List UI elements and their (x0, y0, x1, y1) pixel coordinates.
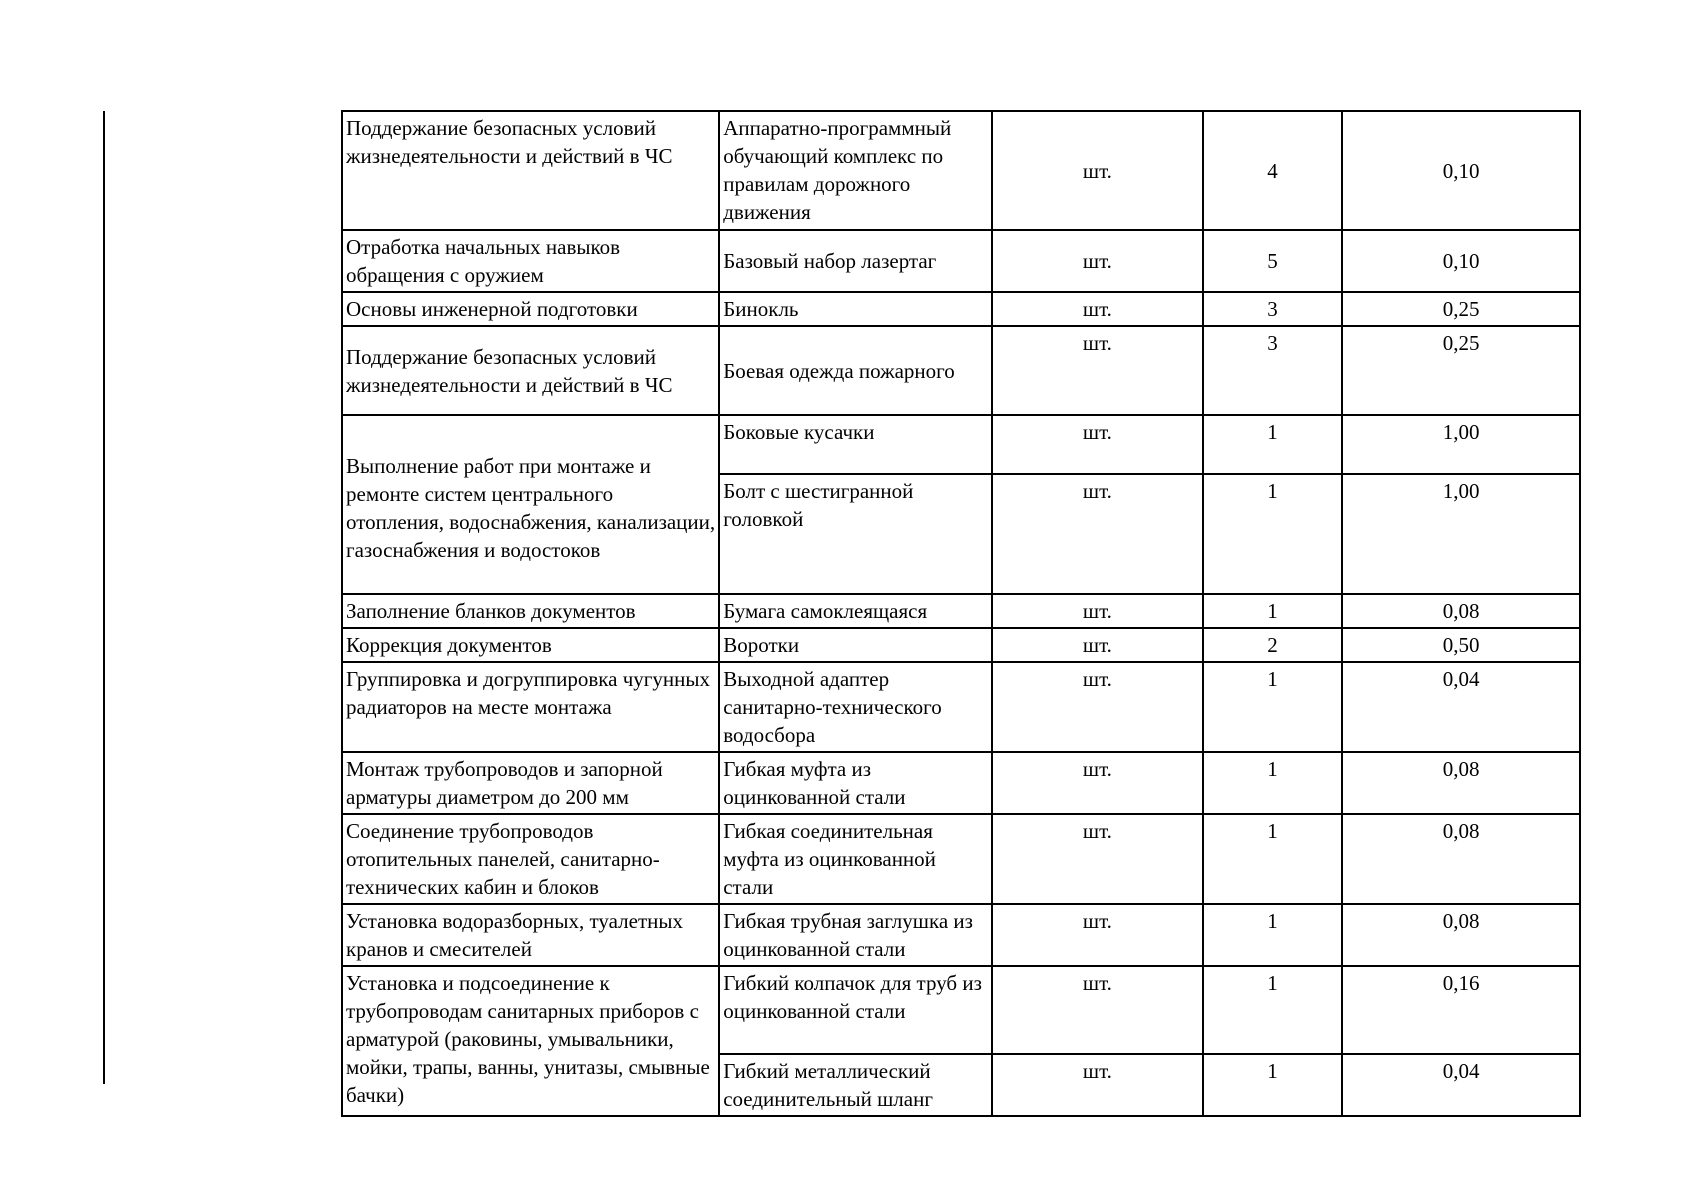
ratio-cell: 0,10 (1342, 230, 1580, 292)
table-row (342, 662, 1580, 752)
table-row (342, 628, 1580, 662)
discipline-cell: Отработка начальных навыков обращения с оружием (342, 230, 719, 292)
quantity-cell: 1 (1203, 594, 1342, 628)
discipline-cell: Основы инженерной подготовки (342, 292, 719, 326)
table-row (342, 814, 1580, 904)
ratio-cell: 0,10 (1342, 111, 1580, 230)
discipline-text: Выполнение работ при монтаже и ремонте систем центрального отопления, водоснабжения, канализации, газоснабжения и водостоков (346, 454, 716, 562)
item-name-cell: Воротки (719, 628, 992, 662)
ratio-cell: 1,00 (1342, 415, 1580, 474)
item-name-cell: Гибкий металлический соединительный шланг (719, 1054, 992, 1116)
discipline-cell: Поддержание безопасных условий жизнедеятельности и действий в ЧС (342, 111, 719, 230)
unit-cell: шт. (992, 230, 1203, 292)
unit-cell: шт. (992, 662, 1203, 752)
discipline-cell: Коррекция документов (342, 628, 719, 662)
item-name-cell: Гибкий колпачок для труб из оцинкованной стали (719, 966, 992, 1054)
quantity-cell: 1 (1203, 752, 1342, 814)
discipline-cell: Установка и подсоединение к трубопроводам санитарных приборов с арматурой (раковины, умывальники, мойки, трапы, ванны, унитазы, смывные бачки) (342, 966, 719, 1116)
unit-cell: шт. (992, 111, 1203, 230)
discipline-cell: Заполнение бланков документов (342, 594, 719, 628)
quantity-cell: 3 (1203, 326, 1342, 415)
unit-cell: шт. (992, 326, 1203, 415)
discipline-cell: Поддержание безопасных условий жизнедеятельности и действий в ЧС (342, 326, 719, 415)
quantity-cell: 1 (1203, 662, 1342, 752)
unit-cell: шт. (992, 415, 1203, 474)
ratio-cell: 0,25 (1342, 292, 1580, 326)
item-name-cell: Гибкая соединительная муфта из оцинкованной стали (719, 814, 992, 904)
page-margin-line (103, 111, 105, 1084)
ratio-cell: 0,25 (1342, 326, 1580, 415)
item-name-cell: Бумага самоклеящаяся (719, 594, 992, 628)
quantity-cell: 1 (1203, 415, 1342, 474)
discipline-cell (342, 415, 719, 594)
item-name-cell: Боевая одежда пожарного (719, 326, 992, 415)
unit-cell: шт. (992, 628, 1203, 662)
ratio-cell: 0,08 (1342, 752, 1580, 814)
ratio-cell: 0,16 (1342, 966, 1580, 1054)
unit-cell: шт. (992, 904, 1203, 966)
table-row (342, 904, 1580, 966)
unit-cell: шт. (992, 1054, 1203, 1116)
quantity-cell: 3 (1203, 292, 1342, 326)
equipment-table (341, 110, 1581, 1117)
discipline-cell: Монтаж трубопроводов и запорной арматуры диаметром до 200 мм (342, 752, 719, 814)
item-name-cell: Аппаратно-программный обучающий комплекс по правилам дорожного движения (719, 111, 992, 230)
table-row (342, 292, 1580, 326)
item-name-cell: Гибкая трубная заглушка из оцинкованной стали (719, 904, 992, 966)
unit-cell: шт. (992, 752, 1203, 814)
table-row (342, 966, 1580, 1054)
ratio-cell: 0,50 (1342, 628, 1580, 662)
table-row (342, 752, 1580, 814)
item-name-cell: Базовый набор лазертаг (719, 230, 992, 292)
unit-cell: шт. (992, 474, 1203, 594)
quantity-cell: 4 (1203, 111, 1342, 230)
ratio-cell: 0,04 (1342, 1054, 1580, 1116)
table-row (342, 326, 1580, 415)
quantity-cell: 2 (1203, 628, 1342, 662)
unit-cell: шт. (992, 292, 1203, 326)
unit-cell: шт. (992, 814, 1203, 904)
item-name-cell: Бинокль (719, 292, 992, 326)
quantity-cell: 1 (1203, 966, 1342, 1054)
unit-cell: шт. (992, 966, 1203, 1054)
quantity-cell: 5 (1203, 230, 1342, 292)
item-name-cell: Болт с шестигранной головкой (719, 474, 992, 594)
item-name-cell: Гибкая муфта из оцинкованной стали (719, 752, 992, 814)
quantity-cell: 1 (1203, 814, 1342, 904)
ratio-cell: 1,00 (1342, 474, 1580, 594)
table-row (342, 111, 1580, 230)
ratio-cell: 0,08 (1342, 594, 1580, 628)
discipline-cell: Соединение трубопроводов отопительных панелей, санитарно-технических кабин и блоков (342, 814, 719, 904)
item-name-cell: Выходной адаптер санитарно-технического водосбора (719, 662, 992, 752)
ratio-cell: 0,08 (1342, 814, 1580, 904)
item-name-cell: Боковые кусачки (719, 415, 992, 474)
discipline-cell: Группировка и догруппировка чугунных радиаторов на месте монтажа (342, 662, 719, 752)
quantity-cell: 1 (1203, 474, 1342, 594)
unit-cell: шт. (992, 594, 1203, 628)
table-row (342, 415, 1580, 474)
ratio-cell: 0,04 (1342, 662, 1580, 752)
table-row (342, 594, 1580, 628)
discipline-cell: Установка водоразборных, туалетных кранов и смесителей (342, 904, 719, 966)
ratio-cell: 0,08 (1342, 904, 1580, 966)
table-row (342, 230, 1580, 292)
quantity-cell: 1 (1203, 904, 1342, 966)
quantity-cell: 1 (1203, 1054, 1342, 1116)
